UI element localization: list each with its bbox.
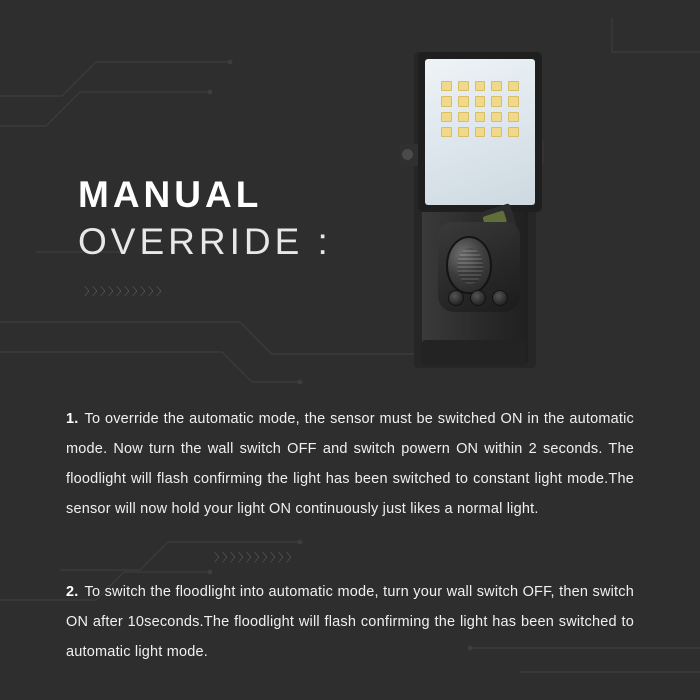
- led-chip: [441, 112, 452, 122]
- instruction-item-2: [66, 577, 634, 667]
- led-chip: [441, 127, 452, 137]
- led-chip: [475, 96, 486, 106]
- led-chip: [508, 127, 519, 137]
- instruction-number-2: 2.: [66, 584, 79, 600]
- instruction-item-1: [66, 404, 634, 524]
- pir-sensor-dome-icon: [446, 236, 492, 294]
- page-title: [78, 176, 332, 263]
- title-line-2: OVERRIDE :: [78, 220, 332, 262]
- bracket-base-plate: [422, 340, 526, 366]
- sensor-adjust-knob-time: [470, 290, 486, 306]
- pir-sensor-body: [438, 222, 520, 312]
- led-chip: [475, 81, 486, 91]
- led-chip: [441, 96, 452, 106]
- led-chip: [458, 127, 469, 137]
- instructions-section: [66, 404, 634, 660]
- sensor-adjust-knob-lux: [448, 290, 464, 306]
- led-chip: [508, 81, 519, 91]
- led-chip: [491, 96, 502, 106]
- led-chip: [508, 112, 519, 122]
- chevron-ornament-middle: 〉〉〉〉〉〉〉〉〉〉: [214, 552, 300, 564]
- chevron-ornament-top: 〉〉〉〉〉〉〉〉〉〉: [84, 286, 170, 298]
- floodlight-housing: [418, 52, 542, 212]
- floodlight-lens: [425, 59, 535, 205]
- sensor-adjust-knob-sens: [492, 290, 508, 306]
- led-chip: [458, 96, 469, 106]
- led-chip: [475, 112, 486, 122]
- led-chip: [508, 96, 519, 106]
- instruction-number-1: 1.: [66, 411, 79, 427]
- led-chip: [491, 112, 502, 122]
- led-chip: [475, 127, 486, 137]
- title-line-1: MANUAL: [78, 174, 263, 215]
- led-array: [441, 81, 519, 137]
- led-chip: [491, 81, 502, 91]
- instruction-text-2: To switch the floodlight into automatic mode, turn your wall switch OFF, then switch ON after 10seconds.The floodlight will flash confirming the light has been switched to automatic light mode.: [66, 584, 634, 660]
- led-chip: [491, 127, 502, 137]
- led-chip: [441, 81, 452, 91]
- instruction-text-1: To override the automatic mode, the sensor must be switched ON in the automatic mode. Now turn the wall switch OFF and switch powern ON within 2 seconds. The floodlight will flash confirming the light has been switched to constant light mode.The sensor will now hold your light ON continuously just likes a normal light.: [66, 411, 634, 517]
- floodlight-product-image: [392, 40, 592, 370]
- led-chip: [458, 112, 469, 122]
- led-chip: [458, 81, 469, 91]
